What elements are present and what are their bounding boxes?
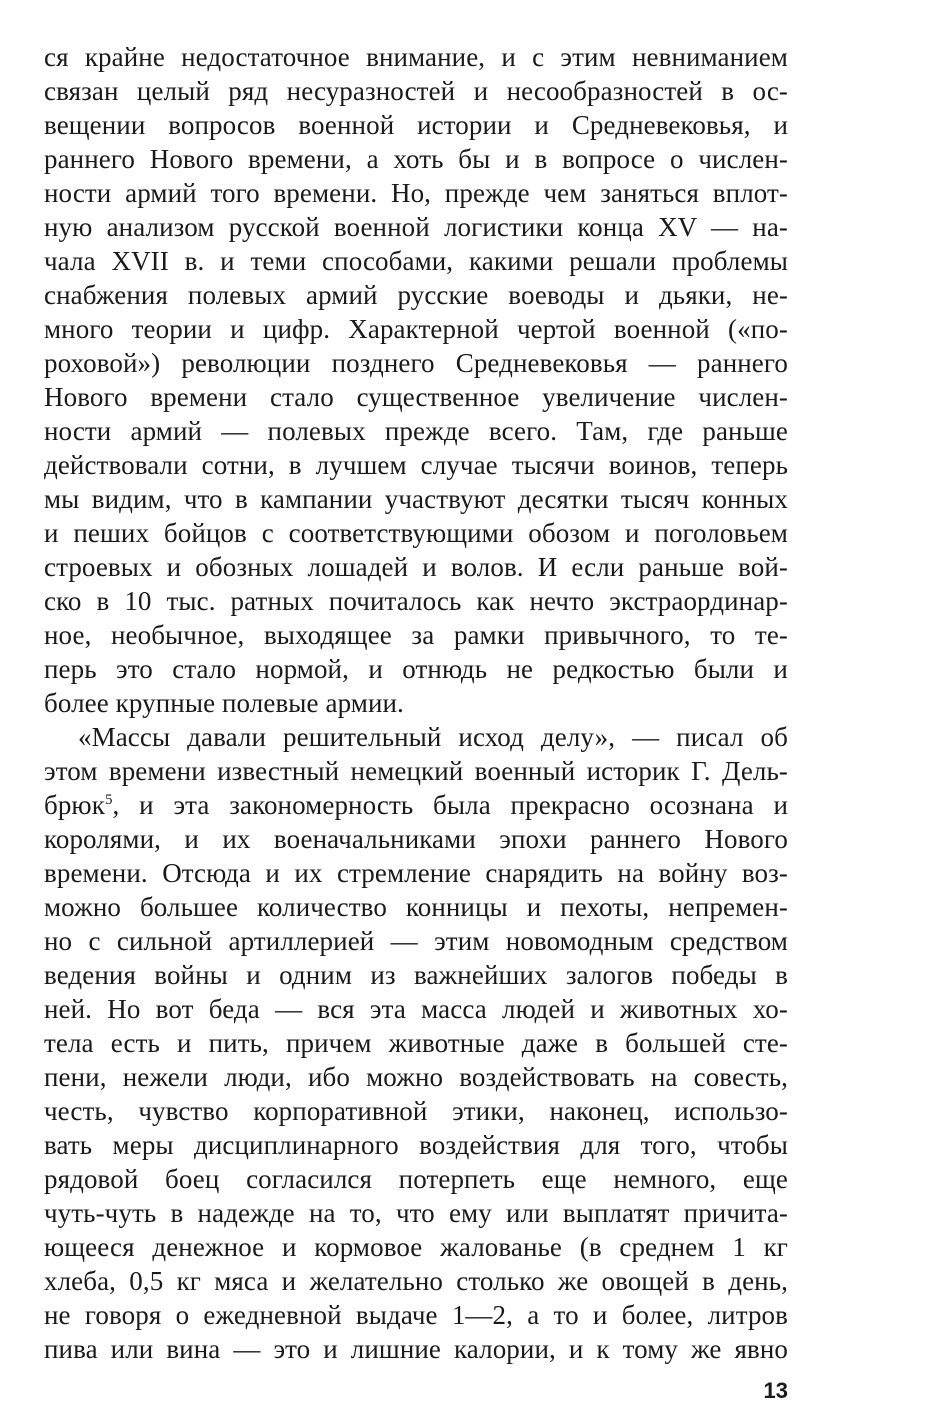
text-line: можно большее количество конницы и пехоты, непремен- bbox=[44, 892, 788, 922]
text-body bbox=[44, 40, 788, 1366]
text-line: роховой») революции позднего Средневековья — раннего bbox=[44, 348, 788, 378]
text-line: хлеба, 0,5 кг мяса и желательно столько же овощей в день, bbox=[44, 1266, 788, 1296]
text-line: Нового времени стало существенное увеличение числен- bbox=[44, 382, 788, 412]
text-line: ней. Но вот беда — вся эта масса людей и животных хо- bbox=[44, 994, 788, 1024]
text-line: чуть-чуть в надежде на то, что ему или выплатят причита- bbox=[44, 1198, 788, 1228]
text-fragment: брюк bbox=[44, 790, 105, 820]
text-line: ющееся денежное и кормовое жалованье (в среднем 1 кг bbox=[44, 1232, 788, 1262]
text-line: «Массы давали решительный исход делу», — писал об bbox=[78, 722, 788, 752]
text-line: действовали сотни, в лучшем случае тысячи воинов, теперь bbox=[44, 450, 788, 480]
text-line: рядовой боец согласился потерпеть еще немного, еще bbox=[44, 1164, 788, 1194]
text-line: ности армий того времени. Но, прежде чем заняться вплот- bbox=[44, 178, 788, 208]
text-line: и пеших бойцов с соответствующими обозом и поголовьем bbox=[44, 518, 788, 548]
text-line: раннего Нового времени, а хоть бы и в вопросе о числен- bbox=[44, 144, 788, 174]
text-line: связан целый ряд несуразностей и несообразностей в ос- bbox=[44, 76, 788, 106]
text-line-with-footnote bbox=[44, 788, 788, 822]
text-line: более крупные полевые армии. bbox=[44, 688, 404, 718]
paragraph-2 bbox=[44, 720, 788, 1366]
text-line: снабжения полевых армий русские воеводы и дьяки, не- bbox=[44, 280, 788, 310]
text-line: этом времени известный немецкий военный историк Г. Дель- bbox=[44, 756, 788, 786]
text-line: вать меры дисциплинарного воздействия для того, чтобы bbox=[44, 1130, 788, 1160]
text-line: тела есть и пить, причем животные даже в большей сте- bbox=[44, 1028, 788, 1058]
text-fragment: , и эта закономерность была прекрасно осознана и bbox=[112, 790, 788, 820]
page-number: 13 bbox=[763, 1378, 788, 1403]
text-line: времени. Отсюда и их стремление снарядить на войну воз- bbox=[44, 858, 788, 888]
footnote-marker: 5 bbox=[104, 792, 113, 808]
text-line: строевых и обозных лошадей и волов. И если раньше вой- bbox=[44, 552, 788, 582]
text-line: не говоря о ежедневной выдаче 1—2, а то и более, литров bbox=[44, 1300, 788, 1330]
text-line: королями, и их военачальниками эпохи раннего Нового bbox=[44, 824, 788, 854]
text-line: чала XVII в. и теми способами, какими решали проблемы bbox=[44, 246, 788, 276]
text-line: ную анализом русской военной логистики конца XV — на- bbox=[44, 212, 788, 242]
text-line: много теории и цифр. Характерной чертой военной («по- bbox=[44, 314, 788, 344]
paragraph-1 bbox=[44, 40, 788, 720]
text-line: вещении вопросов военной истории и Средневековья, и bbox=[44, 110, 788, 140]
text-line: перь это стало нормой, и отнюдь не редкостью были и bbox=[44, 654, 788, 684]
text-line: честь, чувство корпоративной этики, наконец, использо- bbox=[44, 1096, 788, 1126]
text-line: пива или вина — это и лишние калории, и к тому же явно bbox=[44, 1334, 788, 1364]
text-line: ся крайне недостаточное внимание, и с этим невниманием bbox=[44, 42, 788, 72]
text-line: ное, необычное, выходящее за рамки привычного, то те- bbox=[44, 620, 788, 650]
text-line: мы видим, что в кампании участвуют десятки тысяч конных bbox=[44, 484, 788, 514]
text-line: ведения войны и одним из важнейших залогов победы в bbox=[44, 960, 788, 990]
text-line: пени, нежели люди, ибо можно воздействовать на совесть, bbox=[44, 1062, 788, 1092]
text-line: ско в 10 тыс. ратных почиталось как нечто экстраординар- bbox=[44, 586, 788, 616]
text-line: но с сильной артиллерией — этим новомодным средством bbox=[44, 926, 788, 956]
text-line: ности армий — полевых прежде всего. Там, где раньше bbox=[44, 416, 788, 446]
